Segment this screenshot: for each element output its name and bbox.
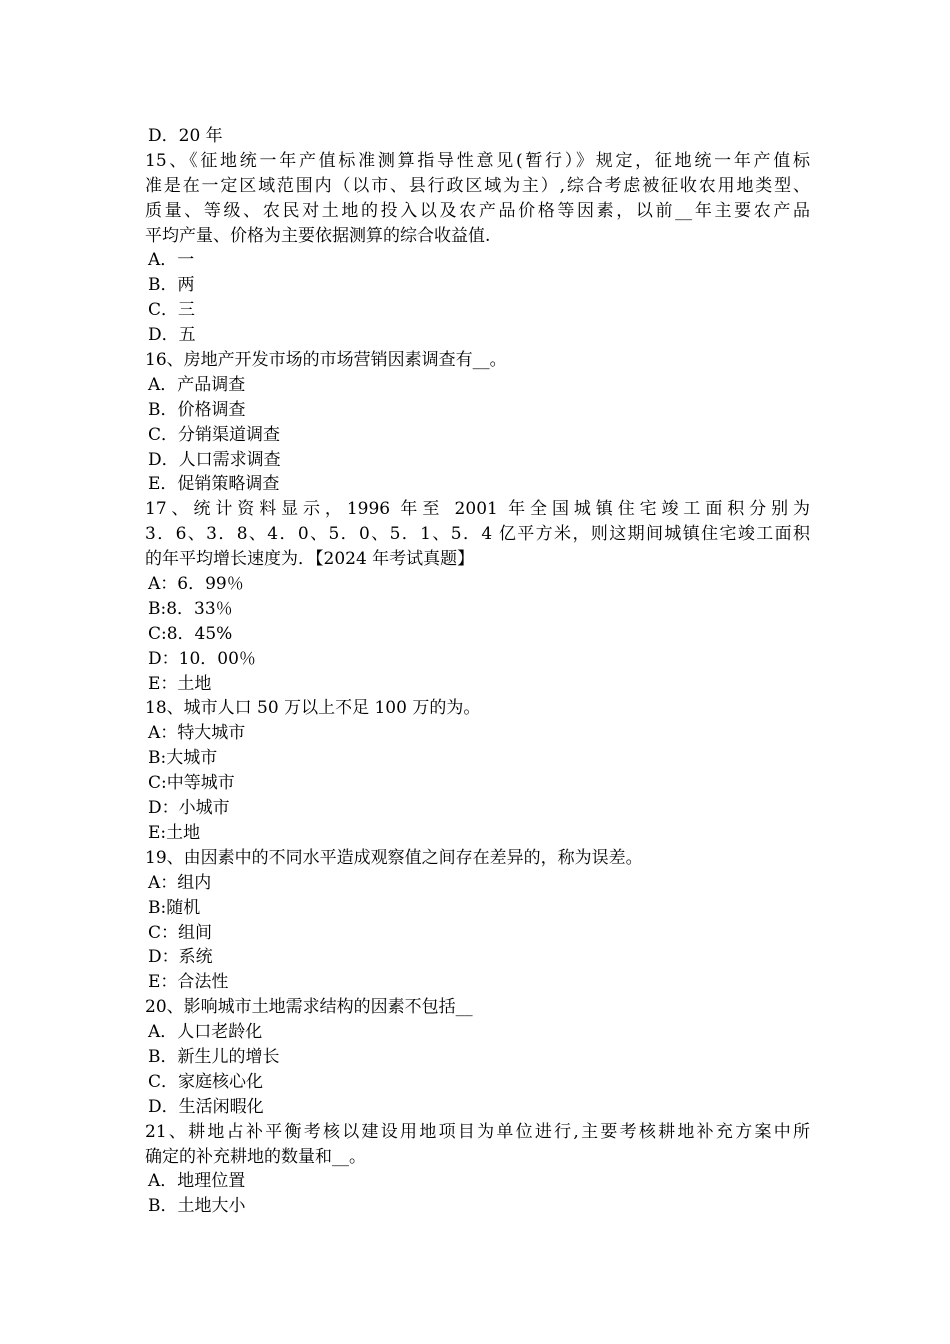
- answer-option: A：特大城市: [148, 723, 246, 744]
- answer-option: B:随机: [148, 897, 201, 918]
- answer-option: E：土地: [148, 673, 212, 694]
- answer-option: A：6．99％: [148, 574, 244, 595]
- question-text: 15、《征地统一年产值标准测算指导性意见(暂行）》规定，征地统一年产值标: [145, 150, 810, 171]
- answer-option: B．价格调查: [148, 399, 246, 420]
- answer-option: A．地理位置: [148, 1171, 246, 1192]
- question-text: 准是在一定区域范围内（以市、县行政区域为主）,综合考虑被征收农用地类型、: [145, 175, 810, 196]
- answer-option: A．人口老龄化: [148, 1022, 263, 1043]
- answer-option: C:8．45%: [148, 623, 233, 644]
- answer-option: D．五: [148, 325, 196, 346]
- answer-option: B:大城市: [148, 748, 218, 769]
- question-text: 3．6、3．8、4．0、5．0、5．1、5．4 亿平方米，则这期间城镇住宅竣工面积: [145, 524, 810, 545]
- document-body: [145, 124, 810, 1219]
- question-text: 20、影响城市土地需求结构的因素不包括__: [145, 997, 473, 1018]
- question-text: 18、城市人口 50 万以上不足 100 万的为。: [145, 698, 481, 719]
- answer-option: E：合法性: [148, 972, 229, 993]
- answer-option: C:中等城市: [148, 773, 235, 794]
- answer-option: B．土地大小: [148, 1196, 246, 1217]
- answer-option: D：小城市: [148, 798, 230, 819]
- question-text: 17、统计资料显示，1996 年至 2001 年全国城镇住宅竣工面积分别为: [145, 499, 810, 520]
- answer-option: A．一: [148, 250, 195, 271]
- question-text: 平均产量、价格为主要依据测算的综合收益值.: [145, 225, 491, 246]
- answer-option: E:土地: [148, 822, 201, 843]
- answer-option: C．家庭核心化: [148, 1071, 264, 1092]
- answer-option: A：组内: [148, 872, 212, 893]
- answer-option: C．分销渠道调查: [148, 424, 281, 445]
- answer-option: D．人口需求调查: [148, 449, 281, 470]
- answer-option: A．产品调查: [148, 374, 246, 395]
- answer-option: B．两: [148, 275, 195, 296]
- answer-option: D：系统: [148, 947, 213, 968]
- question-text: 的年平均增长速度为．【2024 年考试真题】: [145, 549, 475, 570]
- answer-option: D．20 年: [148, 126, 223, 146]
- answer-option: C．三: [148, 300, 196, 321]
- answer-option: D：10．00％: [148, 648, 256, 669]
- question-text: 21、耕地占补平衡考核以建设用地项目为单位进行,主要考核耕地补充方案中所: [145, 1121, 810, 1142]
- answer-option: B:8．33％: [148, 598, 233, 619]
- answer-option: C：组间: [148, 922, 213, 943]
- question-text: 质量、等级、农民对土地的投入以及农产品价格等因素，以前__年主要农产品: [145, 200, 810, 221]
- answer-option: D．生活闲暇化: [148, 1096, 264, 1117]
- question-text: 确定的补充耕地的数量和__。: [145, 1146, 366, 1167]
- answer-option: E．促销策略调查: [148, 474, 280, 495]
- question-text: 16、房地产开发市场的市场营销因素调查有__。: [145, 350, 507, 371]
- answer-option: B．新生儿的增长: [148, 1046, 280, 1067]
- question-text: 19、由因素中的不同水平造成观察值之间存在差异的，称为误差。: [145, 847, 643, 868]
